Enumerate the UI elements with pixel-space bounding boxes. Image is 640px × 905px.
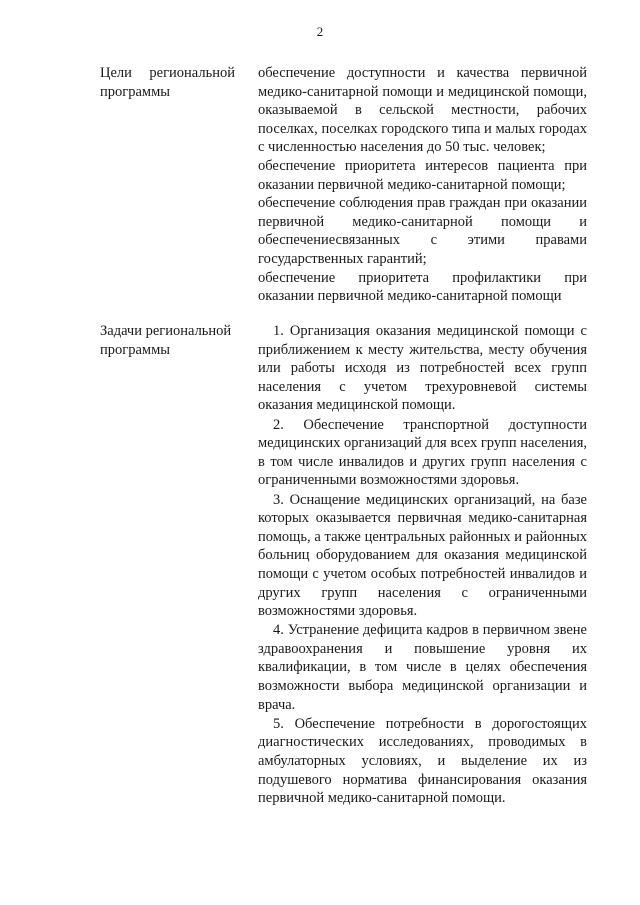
goals-label: Цели региональной программы xyxy=(100,65,235,100)
tasks-content xyxy=(258,322,587,808)
task-item: 5. Обеспечение потребности в дорогостоящих диагностических исследованиях, проводимых в амбулаторных условиях, и выделение их из подушевого норматива финансирования оказания первичной медико-санитарной помощи. xyxy=(258,715,587,807)
goal-item: обеспечение приоритета интересов пациента при оказании первичной медико-санитарной помощи; xyxy=(258,157,587,193)
task-item: 4. Устранение дефицита кадров в первичном звене здравоохранения и повышение уровня их квалификации, в том числе в целях обеспечения возможности выбора медицинской организации и врача. xyxy=(258,622,587,713)
page-number: 2 xyxy=(316,24,324,39)
goals-content xyxy=(258,64,587,306)
tasks-label: Задачи региональной программы xyxy=(100,323,232,358)
task-item: 2. Обеспечение транспортной доступности медицинских организаций для всех групп населения, в том числе инвалидов и других групп населения с ограниченными возможностями здоровья. xyxy=(258,416,587,489)
goal-item: обеспечение доступности и качества первичной медико-санитарной помощи и медицинской помощи, оказываемой в сельской местности, рабочих поселках, поселках городского типа и малых городах с численностью населения до 50 тыс. человек; xyxy=(258,65,587,156)
task-item: 3. Оснащение медицинских организаций, на базе которых оказывается первичная медико-санитарная помощь, а также центральных районных и районных больниц оборудованием для оказания медицинской помощи с учетом особых потребностей инвалидов и других групп населения с ограниченными возможностями здоровья. xyxy=(258,491,587,620)
task-item: 1. Организация оказания медицинской помощи с приближением к месту жительства, месту обучения или работы исходя из потребностей всех групп населения с учетом трехуровневой системы оказания медицинской помощи. xyxy=(258,323,587,414)
goal-item: обеспечение приоритета профилактики при оказании первичной медико-санитарной помощи xyxy=(258,269,587,305)
goal-item: обеспечение соблюдения прав граждан при оказании первичной медико-санитарной помощи и обеспечениесвязанных с этими правами государственных гарантий; xyxy=(258,195,587,267)
